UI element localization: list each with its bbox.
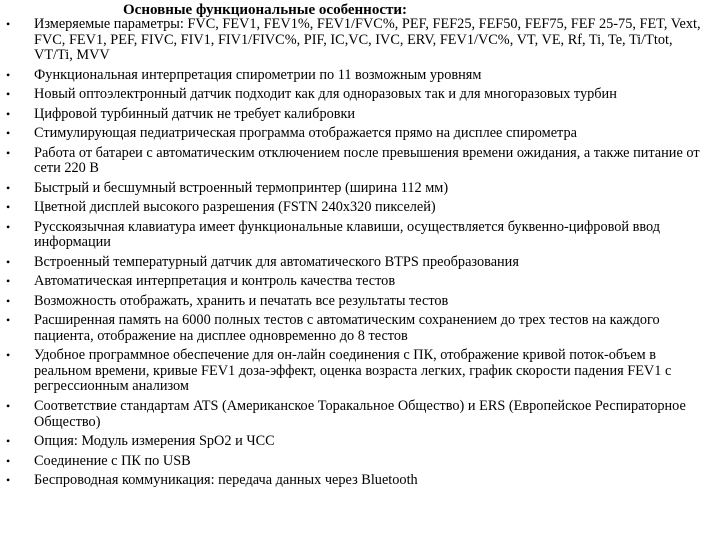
list-item-text: Автоматическая интерпретация и контроль качества тестов [34,273,396,290]
bullet-icon: • [6,434,11,449]
list-item [0,434,712,450]
bullet-icon: • [6,87,11,102]
list-item-text: Функциональная интерпретация спирометрии по 11 возможным уровням [34,66,482,83]
bullet-icon: • [6,200,11,215]
list-item [0,294,712,310]
list-item [0,17,712,64]
bullet-icon: • [6,219,11,234]
list-item [0,68,712,84]
list-item [0,220,712,251]
list-item [0,454,712,470]
bullet-icon: • [6,17,11,31]
list-item [0,473,712,489]
bullet-icon: • [6,453,11,468]
bullet-icon: • [6,348,11,363]
bullet-icon: • [6,472,11,487]
list-item-text: Удобное программное обеспечение для он-лайн соединения с ПК, отображение кривой поток-объем в реальном времени, кривые FEV1 доза-эффект, оценка возраста легких, график скорости падения FEV1 с регрессионным анализом [34,347,672,395]
bullet-icon: • [6,398,11,413]
bullet-icon: • [6,293,11,308]
bullet-icon: • [6,67,11,82]
bullet-icon: • [6,106,11,121]
list-item [0,255,712,271]
list-item-text: Возможность отображать, хранить и печатать все результаты тестов [34,292,449,309]
list-item-text: Новый оптоэлектронный датчик подходит как для одноразовых так и для многоразовых турбин [34,86,617,103]
list-item-text: Стимулирующая педиатрическая программа отображается прямо на дисплее спирометра [34,125,577,142]
list-item [0,274,712,290]
bullet-icon: • [6,313,11,328]
list-item [0,181,712,197]
list-item-text: Соединение с ПК по USB [34,452,191,469]
list-item-text: Работа от батареи с автоматическим отключением после превышения времени ожидания, а также питание от сети 220 В [34,144,700,177]
list-item [0,313,712,344]
list-item [0,146,712,177]
list-item-text: Соответствие стандартам ATS (Американское Торакальное Общество) и ERS (Европейское Респираторное Общество) [34,397,686,430]
list-item-text: Опция: Модуль измерения SpO2 и ЧСС [34,433,275,450]
bullet-icon: • [6,254,11,269]
bullet-icon: • [6,126,11,141]
list-item [0,107,712,123]
list-item-text: Расширенная память на 6000 полных тестов с автоматическим сохранением до трех тестов на каждого пациента, отображение на дисплее одновременно до 8 тестов [34,312,660,344]
feature-list [0,17,712,492]
list-item [0,348,712,395]
list-item-text: Цифровой турбинный датчик не требует калибровки [34,105,356,122]
list-item [0,399,712,430]
bullet-icon: • [6,180,11,195]
bullet-icon: • [6,274,11,289]
list-item [0,87,712,103]
bullet-icon: • [6,145,11,160]
list-item-text: Измеряемые параметры: FVC, FEV1, FEV1%, FEV1/FVC%, PEF, FEF25, FEF50, FEF75, FEF 25-75, FET, Vext, FVC, FEV1, PEF, FIVC, FIV1, FIV1/FIVC%, PIF, IC,VC, IVC, ERV, FEV1/VC%, VT, VE, Rf, Ti, Te, Ti/Ttot, VT/Ti, MVV [34,16,701,64]
list-item-text: Русскоязычная клавиатура имеет функциональные клавиши, осуществляется буквенно-цифровой ввод информации [34,218,661,251]
list-item-text: Цветной дисплей высокого разрешения (FSTN 240x320 пикселей) [34,199,436,216]
list-item [0,200,712,216]
page-title: Основные функциональные особенности: [123,2,407,18]
list-item-text: Встроенный температурный датчик для автоматического BTPS преобразования [34,253,519,270]
list-item-text: Беспроводная коммуникация: передача данных через Bluetooth [34,471,418,488]
list-item [0,126,712,142]
list-item-text: Быстрый и бесшумный встроенный термопринтер (ширина 112 мм) [34,179,449,196]
